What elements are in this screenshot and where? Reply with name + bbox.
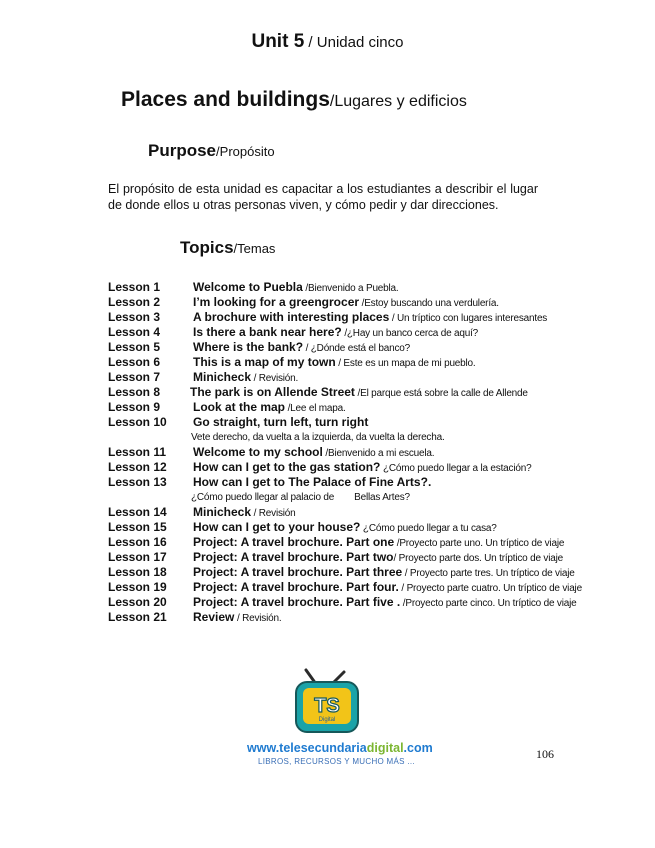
- lesson-number: Lesson 19: [108, 580, 167, 594]
- lesson-translation: / Revisión.: [251, 373, 299, 384]
- lesson-number: Lesson 10: [108, 415, 167, 429]
- unit-title-es: / Unidad cinco: [304, 34, 404, 51]
- lesson-number: Lesson 8: [108, 385, 161, 399]
- lesson-translation: / Revisión.: [234, 613, 282, 624]
- lesson-translation: Vete derecho, da vuelta a la izquierda, da vuelta la derecha.: [191, 432, 445, 443]
- lesson-translation: /Proyecto parte cinco. Un tríptico de viaje: [400, 598, 577, 609]
- logo-text: TS: [314, 695, 340, 717]
- lesson-number: Lesson 21: [108, 610, 167, 624]
- topics-heading-es: /Temas: [233, 241, 276, 256]
- lesson-title: Welcome to my school /Bienvenido a mi escuela.: [193, 445, 435, 459]
- lesson-translation: /El parque está sobre la calle de Allende: [354, 388, 528, 399]
- lesson-title: Welcome to Puebla /Bienvenido a Puebla.: [193, 280, 399, 294]
- site-url[interactable]: www.telesecundariadigital.com: [247, 741, 433, 755]
- lesson-translation: / Proyecto parte dos. Un tríptico de viaje: [393, 553, 563, 564]
- lesson-translation: / Este es un mapa de mi pueblo.: [335, 358, 476, 369]
- lesson-number: Lesson 9: [108, 400, 161, 414]
- lesson-number: Lesson 14: [108, 505, 167, 519]
- lesson-number: Lesson 18: [108, 565, 167, 579]
- lesson-number: Lesson 11: [108, 445, 167, 459]
- lesson-number: Lesson 17: [108, 550, 167, 564]
- site-tagline: LIBROS, RECURSOS Y MUCHO MÁS ...: [258, 757, 415, 766]
- lesson-number: Lesson 15: [108, 520, 167, 534]
- lesson-translation: ¿Cómo puedo llegar a la estación?: [380, 463, 532, 474]
- lesson-title: How can I get to The Palace of Fine Arts?.: [193, 475, 432, 489]
- lesson-translation: /Lee el mapa.: [285, 403, 346, 414]
- lesson-translation: / Proyecto parte cuatro. Un tríptico de viaje: [398, 583, 582, 594]
- lesson-translation: / Revisión: [251, 508, 296, 519]
- lesson-title: Where is the bank? / ¿Dónde está el banco?: [193, 340, 410, 354]
- lesson-title: Is there a bank near here? /¿Hay un banco cerca de aquí?: [193, 325, 479, 339]
- lesson-translation: /¿Hay un banco cerca de aquí?: [341, 328, 479, 339]
- purpose-heading-es: /Propósito: [216, 144, 275, 159]
- lesson-number: Lesson 16: [108, 535, 167, 549]
- lesson-number: Lesson 2: [108, 295, 161, 309]
- page-title: [121, 88, 467, 112]
- lesson-period: .: [427, 475, 432, 489]
- topics-heading-en: Topics: [180, 238, 234, 257]
- page-title-es: /Lugares y edificios: [329, 93, 467, 110]
- lesson-title: Project: A travel brochure. Part two/ Proyecto parte dos. Un tríptico de viaje: [193, 550, 563, 564]
- lesson-translation: /Estoy buscando una verdulería.: [359, 298, 499, 309]
- lesson-title: Minicheck / Revisión: [193, 505, 296, 519]
- purpose-heading: [148, 141, 275, 161]
- lesson-title: Project: A travel brochure. Part five . /Proyecto parte cinco. Un tríptico de viaje: [193, 595, 577, 609]
- logo-subtext: Digital: [318, 717, 336, 723]
- lesson-title: Review / Revisión.: [193, 610, 282, 624]
- lesson-title: Go straight, turn left, turn right: [193, 415, 369, 429]
- lesson-title: How can I get to your house? ¿Cómo puedo llegar a tu casa?: [193, 520, 497, 534]
- lesson-number: Lesson 20: [108, 595, 167, 609]
- lesson-number: Lesson 12: [108, 460, 167, 474]
- page-number: 106: [536, 747, 554, 761]
- lesson-title: I’m looking for a greengrocer /Estoy buscando una verdulería.: [193, 295, 499, 309]
- lesson-translation: / Un tríptico con lugares interesantes: [389, 313, 548, 324]
- purpose-text: El propósito de esta unidad es capacitar a los estudiantes a describir el lugar de donde ellos u otras personas viven, y cómo pedir y dar direcciones.: [108, 182, 538, 212]
- lesson-number: Lesson 1: [108, 280, 161, 294]
- lesson-title: How can I get to the gas station? ¿Cómo puedo llegar a la estación?: [193, 460, 532, 474]
- lesson-translation: / Proyecto parte tres. Un tríptico de viaje: [402, 568, 575, 579]
- lesson-number: Lesson 5: [108, 340, 161, 354]
- lesson-translation: / ¿Dónde está el banco?: [303, 343, 410, 354]
- lesson-number: Lesson 7: [108, 370, 161, 384]
- lesson-number: Lesson 3: [108, 310, 161, 324]
- lesson-title: A brochure with interesting places / Un tríptico con lugares interesantes: [193, 310, 548, 324]
- topics-heading: [180, 238, 275, 258]
- unit-title: [0, 31, 655, 53]
- lesson-title: This is a map of my town / Este es un mapa de mi pueblo.: [193, 355, 476, 369]
- lesson-number: Lesson 6: [108, 355, 161, 369]
- lesson-title: Look at the map /Lee el mapa.: [193, 400, 346, 414]
- lesson-title: Minicheck / Revisión.: [193, 370, 299, 384]
- purpose-heading-en: Purpose: [148, 141, 217, 160]
- page-title-en: Places and buildings: [121, 88, 330, 111]
- lesson-title: Project: A travel brochure. Part three / Proyecto parte tres. Un tríptico de viaje: [193, 565, 575, 579]
- lesson-number: Lesson 13: [108, 475, 167, 489]
- lesson-translation: ¿Cómo puedo llegar al palacio de Bellas Artes?: [191, 492, 410, 503]
- telesecundaria-logo-icon: [292, 668, 362, 736]
- lesson-number: Lesson 4: [108, 325, 161, 339]
- lesson-translation: /Proyecto parte uno. Un tríptico de viaje: [394, 538, 565, 549]
- unit-title-en: Unit 5: [251, 31, 305, 52]
- lesson-translation: ¿Cómo puedo llegar a tu casa?: [360, 523, 497, 534]
- lesson-title: Project: A travel brochure. Part four. / Proyecto parte cuatro. Un tríptico de viaje: [193, 580, 582, 594]
- lesson-translation: /Bienvenido a mi escuela.: [322, 448, 435, 459]
- lesson-title: The park is on Allende Street /El parque está sobre la calle de Allende: [190, 385, 528, 399]
- lesson-title: Project: A travel brochure. Part one /Proyecto parte uno. Un tríptico de viaje: [193, 535, 565, 549]
- lesson-translation: /Bienvenido a Puebla.: [302, 283, 399, 294]
